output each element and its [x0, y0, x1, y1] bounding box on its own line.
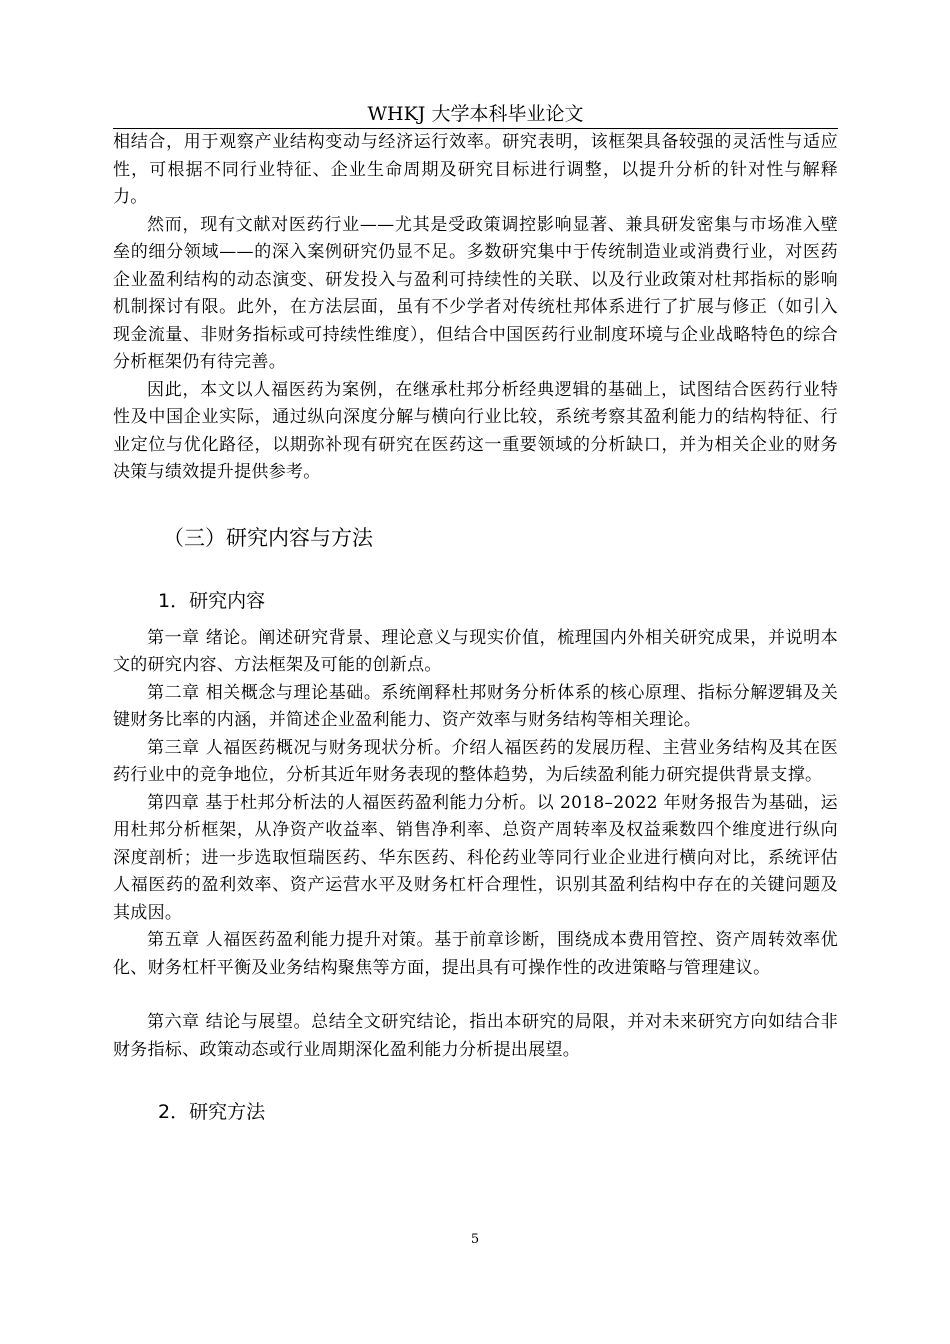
page-header: WHKJ 大学本科毕业论文 [367, 103, 584, 125]
chapter-4-summary: 第四章 基于杜邦分析法的人福医药盈利能力分析。以 2018–2022 年财务报告为基础，运用杜邦分析框架，从净资产收益率、销售净利率、总资产周转率及权益乘数四个维度进行纵向深度剖析；进一步选取恒瑞医药、华东医药、科伦药业等同行业企业进行横向对比，系统评估人福医药的盈利效率、资产运营水平及财务杠杆合理性，识别其盈利结构中存在的关键问题及其成因。 [113, 792, 838, 923]
chapter-2-summary: 第二章 相关概念与理论基础。系统阐释杜邦财务分析体系的核心原理、指标分解逻辑及关键财务比率的内涵，并简述企业盈利能力、资产效率与财务结构等相关理论。 [113, 682, 838, 730]
subsection-heading-methods: 2．研究方法 [158, 1101, 266, 1123]
subsection-heading-content: 1．研究内容 [158, 589, 266, 612]
blank-line [113, 982, 838, 1009]
chapter-6-summary: 第六章 结论与展望。总结全文研究结论，指出本研究的局限，并对未来研究方向如结合非财务指标、政策动态或行业周期深化盈利能力分析提出展望。 [113, 1012, 838, 1060]
page-number: 5 [470, 1232, 480, 1247]
chapter-3-summary: 第三章 人福医药概况与财务现状分析。介绍人福医药的发展历程、主营业务结构及其在医药行业中的竞争地位，分析其近年财务表现的整体趋势，为后续盈利能力研究提供背景支撑。 [113, 737, 838, 785]
page-body [113, 129, 838, 1136]
chapter-1-summary: 第一章 绪论。阐述研究背景、理论意义与现实价值，梳理国内外相关研究成果，并说明本文的研究内容、方法框架及可能的创新点。 [113, 627, 838, 675]
paragraph-literature-gap: 然而，现有文献对医药行业——尤其是受政策调控影响显著、兼具研发密集与市场准入壁垒的细分领域——的深入案例研究仍显不足。多数研究集中于传统制造业或消费行业，对医药企业盈利结构的动态演变、研发投入与盈利可持续性的关联、以及行业政策对杜邦指标的影响机制探讨有限。此外，在方法层面，虽有不少学者对传统杜邦体系进行了扩展与修正（如引入现金流量、非财务指标或可持续性维度），但结合中国医药行业制度环境与企业战略特色的综合分析框架仍有待完善。 [113, 214, 838, 372]
paragraph-continuation: 相结合，用于观察产业结构变动与经济运行效率。研究表明，该框架具备较强的灵活性与适应性，可根据不同行业特征、企业生命周期及研究目标进行调整，以提升分析的针对性与解释力。 [113, 132, 838, 207]
section-heading: （三）研究内容与方法 [163, 525, 373, 550]
chapter-5-summary: 第五章 人福医药盈利能力提升对策。基于前章诊断，围绕成本费用管控、资产周转效率优化、财务杠杆平衡及业务结构聚焦等方面，提出具有可操作性的改进策略与管理建议。 [113, 930, 838, 978]
paragraph-research-aim: 因此，本文以人福医药为案例，在继承杜邦分析经典逻辑的基础上，试图结合医药行业特性及中国企业实际，通过纵向深度分解与横向行业比较，系统考察其盈利能力的结构特征、行业定位与优化路径，以期弥补现有研究在医药这一重要领域的分析缺口，并为相关企业的财务决策与绩效提升提供参考。 [113, 379, 838, 482]
